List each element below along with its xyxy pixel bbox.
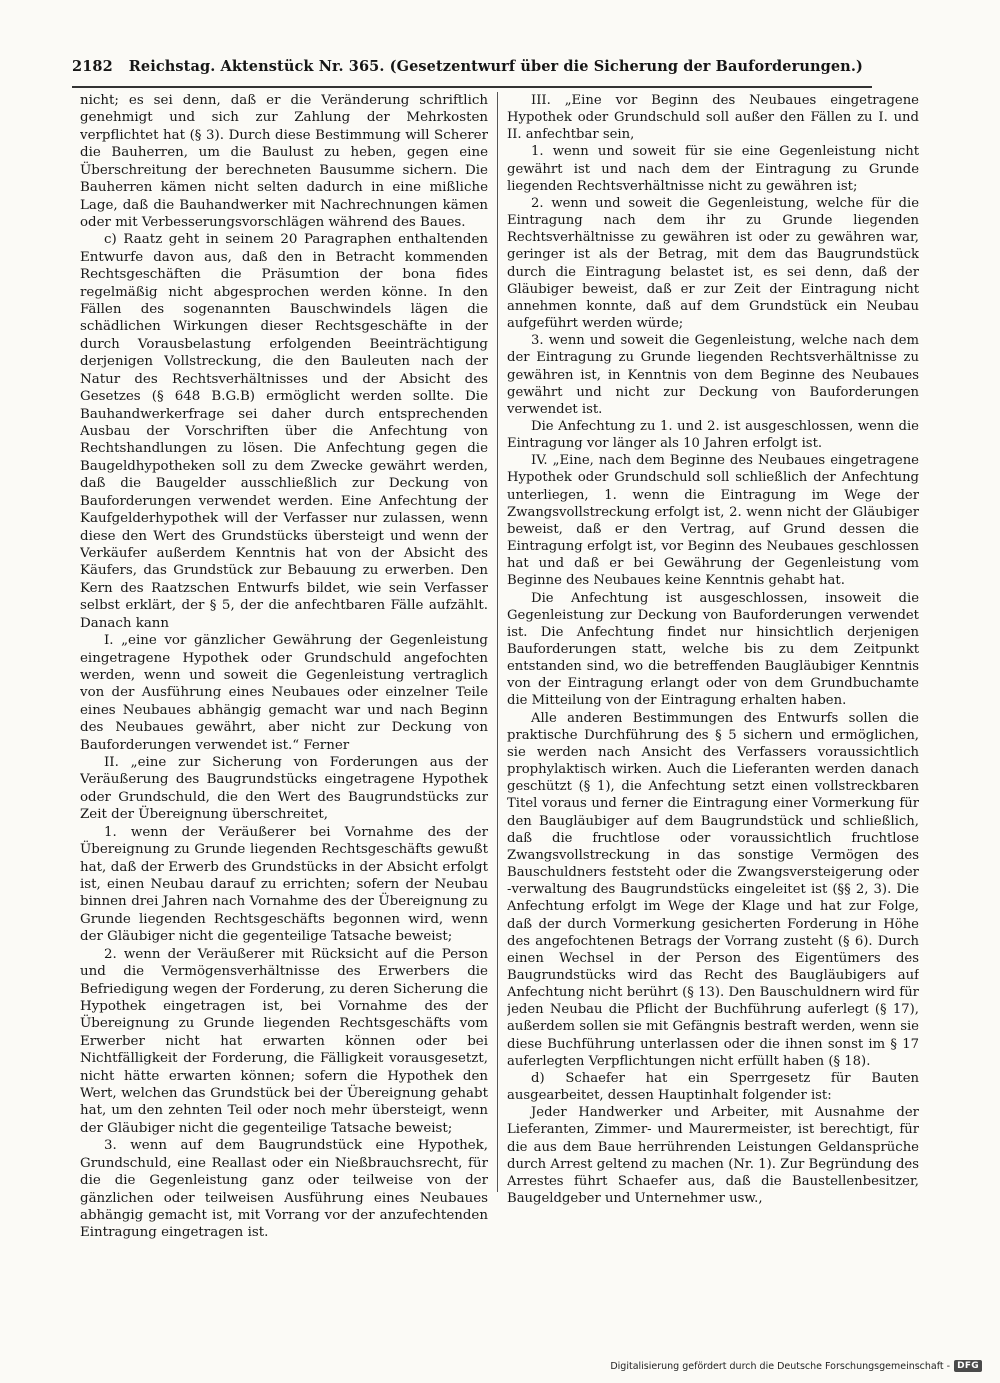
column-divider (497, 92, 498, 1192)
paragraph: II. „eine zur Sicherung von Forderungen aus der Veräußerung des Baugrundstücks eingetragene Hypothek oder Grundschuld, die den Wert des Baugrundstücks zur Zeit der Übereignung überschreitet, (80, 755, 488, 823)
paragraph: nicht; es sei denn, daß er die Veränderung schriftlich genehmigt und sich zur Zahlung der Mehrkosten verpflichtet hat (§ 3). Durch diese Bestimmung will Scherer die Bauherren, um die Baulust zu heben, gegen eine Überschreitung der berechneten Bausumme sichern. Die Bauherren kämen nicht selten dadurch in eine mißliche Lage, daß die Bauhandwerker mit Nachrechnungen kämen oder mit Verbesserungsvorschlägen während des Baues. (80, 93, 488, 230)
paragraph: Die Anfechtung zu 1. und 2. ist ausgeschlossen, wenn die Eintragung vor länger als 10 Jahren erfolgt ist. (507, 418, 919, 452)
paragraph: Alle anderen Bestimmungen des Entwurfs sollen die praktische Durchführung des § 5 sichern und ermöglichen, sie werden nach Ansicht des Verfassers voraussichtlich prophylaktisch wirken. Auch die Lieferanten werden danach geschützt (§ 1), die Anfechtung setzt einen vollstreckbaren Titel voraus und ferner die Eintragung einer Vormerkung für den Baugläubiger auf dem Baugrundstück und schließlich, daß die fruchtlose oder voraussichtlich fruchtlose Zwangsvollstreckung in das sonstige Vermögen des Bauschuldners feststeht oder die Zwangsversteigerung oder -verwaltung des Baugrundstücks eingeleitet ist (§§ 2, 3). Die Anfechtung erfolgt im Wege der Klage und hat zur Folge, daß der durch Vormerkung gesicherten Forderung in Höhe des angefochtenen Betrags der Vorrang zusteht (§ 6). Durch einen Wechsel in der Person des Eigentümers des Baugrundstücks wird das Recht des Baugläubigers auf Anfechtung nicht berührt (§ 13). Den Bauschuldnern wird für jeden Neubau die Pflicht der Buchführung auferlegt (§ 17), außerdem sollen sie mit Gefängnis bestraft werden, wenn sie diese Buchführung unterlassen oder die ihnen sonst im § 17 auferlegten Verpflichtungen nicht erfüllt haben (§ 18). (507, 710, 919, 1069)
page-number: 2182 (72, 58, 113, 75)
paragraph: Jeder Handwerker und Arbeiter, mit Ausnahme der Lieferanten, Zimmer- und Maurermeister, ist berechtigt, für die aus dem Baue herrührenden Leistungen Geldansprüche durch Arrest geltend zu machen (Nr. 1). Zur Begründung des Arrestes führt Schaefer aus, daß die Baustellenbesitzer, Baugeldgeber und Unternehmer usw., (507, 1105, 919, 1206)
paragraph: c) Raatz geht in seinem 20 Paragraphen enthaltenden Entwurfe davon aus, daß den in Betracht kommenden Rechtsgeschäften die Präsumtion der bona fides regelmäßig nicht abgesprochen werden könne. In den Fällen des sogenannten Bauschwindels lägen die schädlichen Wirkungen dieser Rechtsgeschäfte in der durch Vorausbelastung erfolgenden Beeinträchtigung derjenigen Vollstreckung, die den Bauleuten nach der Natur des Rechtsverhältnisses und der Absicht des Gesetzes (§ 648 B.G.B) ermöglicht werden sollte. Die Bauhandwerkerfrage sei daher durch entsprechenden Ausbau der Vorschriften über die Anfechtung von Rechtshandlungen zu lösen. Die Anfechtung gegen die Baugeldhypotheken soll zu dem Zwecke gewährt werden, daß die Baugelder ausschließlich zur Deckung von Bauforderungen verwendet werden. Eine Anfechtung der Kaufgelderhypothek will der Verfasser nur zulassen, wenn diese den Wert des Grundstücks übersteigt und wenn der Verkäufer außerdem Kenntnis hat von der Absicht des Käufers, das Grundstück zur Bebauung zu erwerben. Den Kern des Raatzschen Entwurfs bildet, wie sein Verfasser selbst erklärt, der § 5, der die anfechtbaren Fälle aufzählt. Danach kann (80, 232, 488, 631)
footer-credit: Digitalisierung gefördert durch die Deutsche Forschungsgemeinschaft - (610, 1360, 951, 1372)
paragraph: 2. wenn der Veräußerer mit Rücksicht auf die Person und die Vermögensverhältnisse des Erwerbers die Befriedigung wegen der Forderung, zu deren Sicherung die Hypothek eingetragen ist, bei Vornahme des der Übereignung zu Grunde liegenden Rechtsgeschäfts vom Erwerber nicht hat erwarten können oder bei Nichtfälligkeit der Forderung, die Fälligkeit vorausgesetzt, nicht hätte erwarten können; sofern die Hypothek den Wert, welchen das Grundstück bei der Übereignung gehabt hat, um den zehnten Teil oder noch mehr übersteigt, wenn der Gläubiger nicht die gegenteilige Tatsache beweist; (80, 946, 488, 1136)
header-rule (72, 86, 872, 88)
paragraph: Die Anfechtung ist ausgeschlossen, insoweit die Gegenleistung zur Deckung von Bauforderungen verwendet ist. Die Anfechtung findet nur hinsichtlich derjenigen Bauforderungen statt, welche bis zu dem Zeitpunkt entstanden sind, wo die betreffenden Baugläubiger Kenntnis von der Eintragung erlangt oder von dem Grundbuchamte die Mitteilung von der Eintragung erhalten haben. (507, 590, 919, 709)
right-column (507, 92, 919, 1242)
paragraph: III. „Eine vor Beginn des Neubaues eingetragene Hypothek oder Grundschuld soll außer den Fällen zu I. und II. anfechtbar sein, (507, 93, 919, 143)
paragraph: 2. wenn und soweit die Gegenleistung, welche für die Eintragung nach dem ihr zu Grunde liegenden Rechtsverhältnisse zu gewähren ist oder zu gewähren war, geringer ist als der Betrag, mit dem das Baugrundstück durch die Eintragung belastet ist, es sei denn, daß der Gläubiger beweist, daß er zur Zeit der Eintragung nicht annehmen konnte, daß auf dem Grundstück ein Neubau aufgeführt werden würde; (507, 195, 919, 332)
paragraph: I. „eine vor gänzlicher Gewährung der Gegenleistung eingetragene Hypothek oder Grundschuld angefochten werden, wenn und soweit die Gegenleistung vertraglich von der Ausführung eines Neubaues oder einzelner Teile eines Neubaues abhängig gemacht war und nach Beginn des Neubaues gewährt, aber nicht zur Deckung von Bauforderungen verwendet ist.“ Ferner (80, 633, 488, 753)
paragraph: 1. wenn und soweit für sie eine Gegenleistung nicht gewährt ist und nach dem der Eintragung zu Grunde liegenden Rechtsverhältnisse nicht zu gewähren ist; (507, 144, 919, 194)
paragraph: 3. wenn auf dem Baugrundstück eine Hypothek, Grundschuld, eine Reallast oder ein Nießbrauchsrecht, für die die Gegenleistung ganz oder teilweise von der gänzlichen oder teilweisen Ausführung eines Neubaues abhängig gemacht ist, mit Vorrang vor der anzufechtenden Eintragung eingetragen ist. (80, 1138, 488, 1241)
paragraph: IV. „Eine, nach dem Beginne des Neubaues eingetragene Hypothek oder Grundschuld soll schließlich der Anfechtung unterliegen, 1. wenn die Eintragung im Wege der Zwangsvollstreckung erfolgt ist, 2. wenn nicht der Gläubiger beweist, daß er den Vertrag, auf Grund dessen die Eintragung erfolgt ist, vor Beginn des Neubaues geschlossen hat und daß er bei Gewährung der Gegenleistung vom Beginne des Neubaues keine Kenntnis gehabt hat. (507, 453, 919, 589)
paragraph: d) Schaefer hat ein Sperrgesetz für Bauten ausgearbeitet, dessen Hauptinhalt folgender ist: (507, 1070, 919, 1104)
digitization-footer (610, 1357, 982, 1375)
header-title: Reichstag. Aktenstück Nr. 365. (Gesetzentwurf über die Sicherung der Bauforderungen.) (128, 58, 863, 75)
paragraph: 1. wenn der Veräußerer bei Vornahme des der Übereignung zu Grunde liegenden Rechtsgeschäfts gewußt hat, daß der Erwerb des Grundstücks in der Absicht erfolgt ist, einen Neubau darauf zu errichten; sofern der Neubau binnen drei Jahren nach Vornahme des der Übereignung zu Grunde liegenden Rechtsgeschäfts begonnen wird, wenn der Gläubiger nicht die gegenteilige Tatsache beweist; (80, 824, 488, 945)
dfg-logo: DFG (954, 1360, 982, 1372)
left-column (80, 92, 488, 1242)
running-header (72, 58, 872, 82)
paragraph: 3. wenn und soweit die Gegenleistung, welche nach dem der Eintragung zu Grunde liegenden Rechtsverhältnisse zu gewähren ist, in Kenntnis von dem Beginne des Neubaues gewährt und nicht zur Deckung von Bauforderungen verwendet ist. (507, 333, 919, 417)
